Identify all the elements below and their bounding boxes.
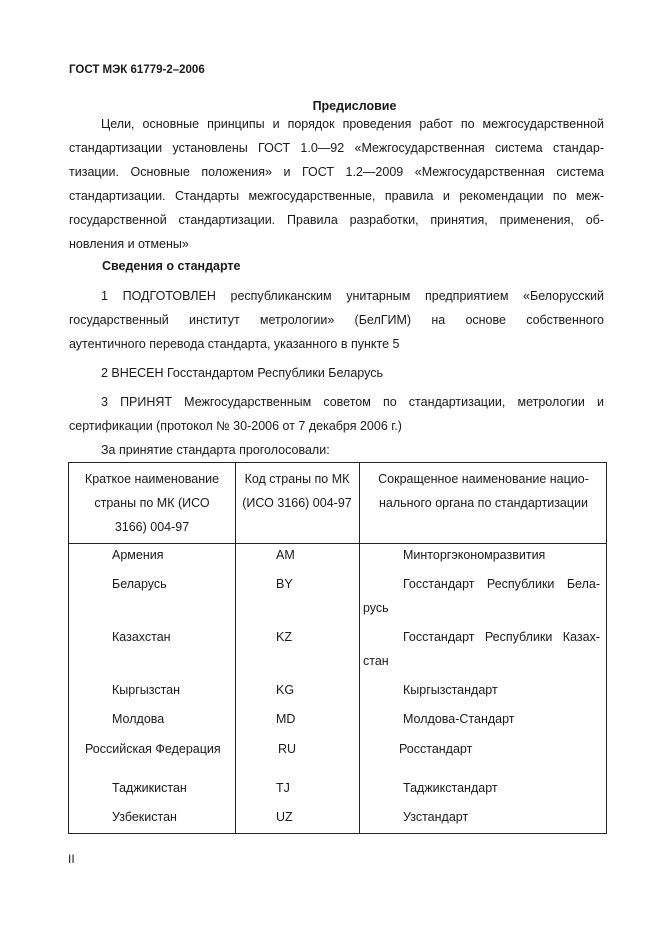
org-cell: Таджикстандарт xyxy=(403,781,498,795)
org-cell: Узстандарт xyxy=(403,810,469,824)
org-cell: Госстандарт Республики Бела- xyxy=(403,577,600,591)
country-cell: Казахстан xyxy=(112,630,171,644)
code-cell: TJ xyxy=(276,781,290,795)
code-cell: UZ xyxy=(276,810,293,824)
column-divider xyxy=(359,463,360,833)
code-cell: AM xyxy=(276,548,295,562)
country-cell: Российская Федерация xyxy=(85,742,221,756)
foreword-line: стандартизации установлены ГОСТ 1.0—92 «Межгосударственная система стандар- xyxy=(69,141,604,155)
org-cell: Кыргызстандарт xyxy=(403,683,498,697)
header-org: Сокращенное наименование нацио- нального органа по стандартизации xyxy=(378,472,589,510)
header-code: Код страны по МК (ИСО 3166) 004-97 xyxy=(242,472,352,510)
foreword-paragraph xyxy=(69,112,604,256)
code-cell: MD xyxy=(276,712,296,726)
country-cell: Таджикистан xyxy=(112,781,187,795)
item-1-line: государственный институт метрологии» (БелГИМ) на основе собственного xyxy=(69,313,604,327)
foreword-line: тизации. Основные положения» и ГОСТ 1.2—2009 «Межгосударственная система xyxy=(69,165,604,179)
header-country: Краткое наименование страны по МК (ИСО 3166) 004-97 xyxy=(84,472,220,534)
country-cell: Кыргызстан xyxy=(112,683,181,697)
item-3-line: сертификации (протокол № 30-2006 от 7 декабря 2006 г.) xyxy=(69,419,402,433)
foreword-line: стандартизации. Стандарты межгосударственные, правила и рекомендации по меж- xyxy=(69,189,604,203)
foreword-line: новления и отмены» xyxy=(69,237,189,251)
org-cell: Росстандарт xyxy=(399,742,473,756)
item-3-paragraph xyxy=(69,390,604,438)
item-2-paragraph: 2 ВНЕСЕН Госстандартом Республики Беларусь xyxy=(101,366,383,380)
country-cell: Беларусь xyxy=(112,577,167,591)
org-cell-continued: русь xyxy=(363,601,389,615)
country-cell: Узбекистан xyxy=(112,810,177,824)
code-cell: BY xyxy=(276,577,293,591)
section-subtitle: Сведения о стандарте xyxy=(102,259,241,273)
page-number: II xyxy=(68,852,75,866)
org-cell: Молдова-Стандарт xyxy=(403,712,515,726)
code-cell: KG xyxy=(276,683,295,697)
page-title: Предисловие xyxy=(312,99,397,113)
org-cell: Госстандарт Республики Казах- xyxy=(403,630,600,644)
item-1-line: 1 ПОДГОТОВЛЕН республиканским унитарным предприятием «Белорусский xyxy=(101,289,604,303)
column-divider xyxy=(235,463,236,833)
country-cell: Армения xyxy=(112,548,164,562)
foreword-line: государственной стандартизации. Правила разработки, принятия, применения, об- xyxy=(69,213,604,227)
code-cell: KZ xyxy=(276,630,292,644)
item-1-paragraph xyxy=(69,284,604,356)
header-divider xyxy=(69,543,606,544)
vote-intro: За принятие стандарта проголосовали: xyxy=(101,443,330,457)
foreword-line: Цели, основные принципы и порядок проведения работ по межгосударственной xyxy=(101,117,604,131)
org-cell-continued: стан xyxy=(363,654,389,668)
item-1-line: аутентичного перевода стандарта, указанного в пункте 5 xyxy=(69,337,400,351)
country-cell: Молдова xyxy=(112,712,165,726)
org-cell: Минторгэкономразвития xyxy=(403,548,546,562)
voting-table xyxy=(68,462,607,834)
code-cell: RU xyxy=(278,742,297,756)
document-header: ГОСТ МЭК 61779-2–2006 xyxy=(69,64,205,76)
item-3-line: 3 ПРИНЯТ Межгосударственным советом по стандартизации, метрологии и xyxy=(101,395,604,409)
